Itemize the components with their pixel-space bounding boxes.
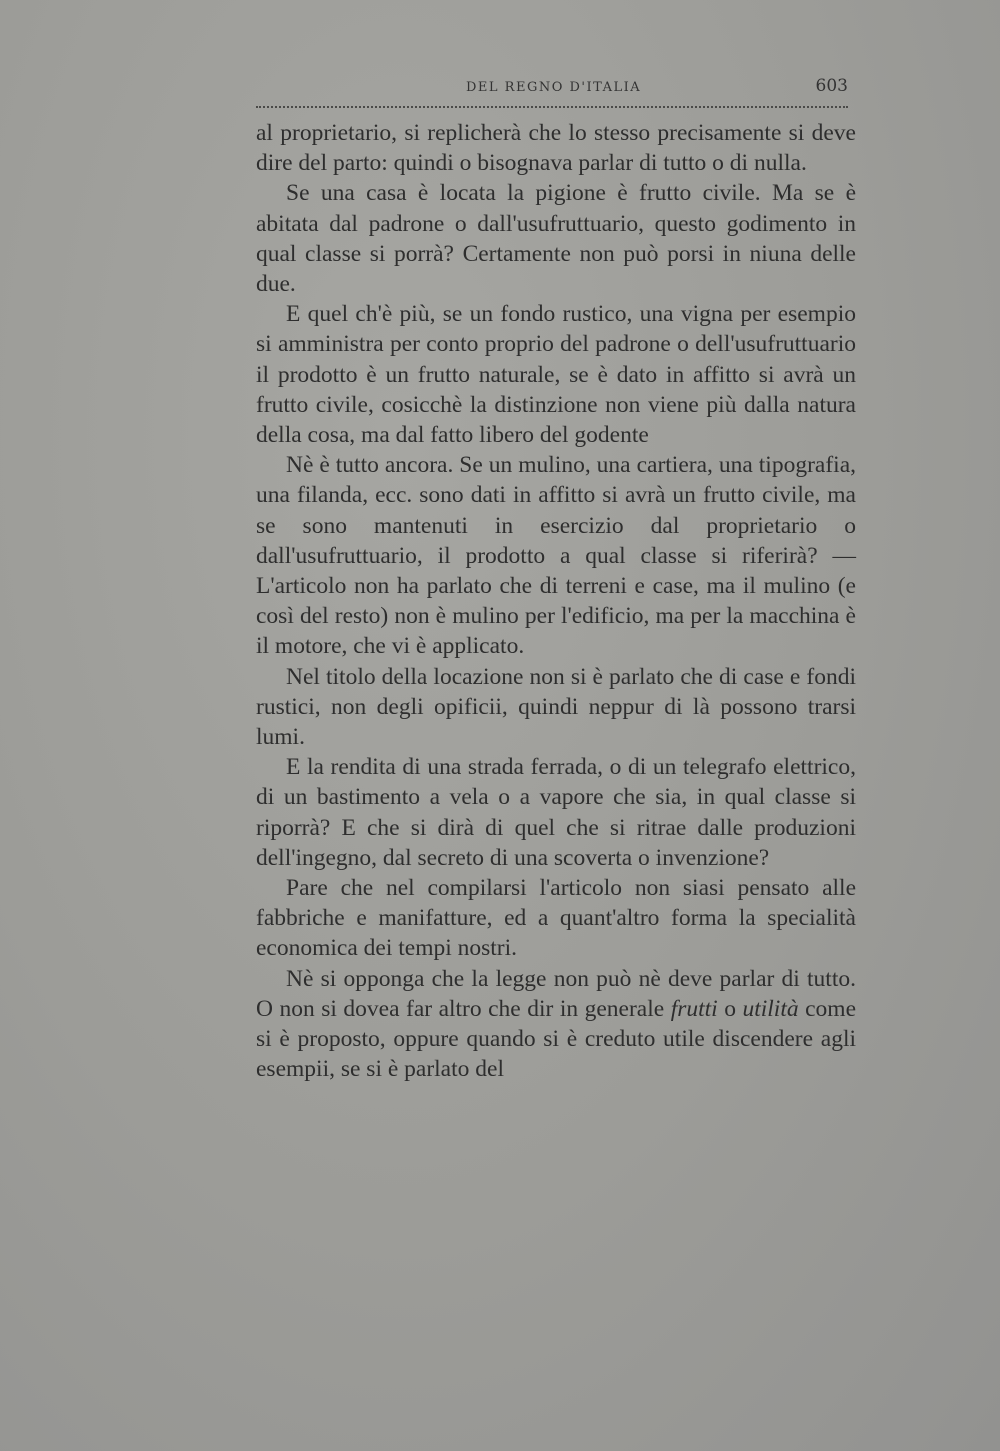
running-title: DEL REGNO D'ITALIA bbox=[466, 80, 642, 95]
paragraph-8-part-c: o bbox=[717, 995, 743, 1022]
italic-frutti: frutti bbox=[670, 995, 718, 1022]
body-text bbox=[256, 118, 856, 1085]
paragraph-4: Nè è tutto ancora. Se un mulino, una cartiera, una tipografia, una filanda, ecc. sono dati in affitto si avrà un frutto civile, ma se sono mantenuti in esercizio dal proprietario o dall'usufruttuario, il prodotto a qual classe si riferirà? — L'articolo non ha parlato che di terreni e case, ma il mulino (e così del resto) non è mulino per l'edificio, ma per la macchina è il motore, che vi è applicato. bbox=[256, 452, 856, 660]
paragraph-3: E quel ch'è più, se un fondo rustico, una vigna per esempio si amministra per conto proprio del padrone o dell'usufruttuario il prodotto è un frutto naturale, se è dato in affitto si avrà un frutto civile, cosicchè la distinzione non viene più dalla natura della cosa, ma dal fatto libero del godente bbox=[256, 301, 856, 449]
page-header bbox=[258, 76, 848, 102]
paragraph-5: Nel titolo della locazione non si è parlato che di case e fondi rustici, non degli opificii, quindi neppur di là possono trarsi lumi. bbox=[256, 663, 856, 751]
paragraph-8-part-a: Nè si opponga che la legge non può nè deve parlar di tutto. O non si dovea far altro che dir in generale bbox=[256, 965, 856, 1022]
page-number: 603 bbox=[815, 76, 848, 96]
paragraph-1: al proprietario, si replicherà che lo stesso precisamente si deve dire del parto: quindi o bisognava parlar di tutto o di nulla. bbox=[256, 120, 856, 177]
paragraph-8-part-e: come si è proposto, oppure quando si è creduto utile discendere agli esempii, se si è parlato del bbox=[256, 995, 856, 1083]
paragraph-7: Pare che nel compilarsi l'articolo non siasi pensato alle fabbriche e manifatture, ed a quant'altro forma la specialità economica dei tempi nostri. bbox=[256, 875, 856, 962]
header-dotted-rule bbox=[256, 106, 848, 108]
paragraph-8 bbox=[256, 964, 856, 1085]
italic-utilita: utilità bbox=[742, 995, 799, 1022]
paragraph-6: E la rendita di una strada ferrada, o di un telegrafo elettrico, di un bastimento a vela o a vapore che sia, in qual classe si riporrà? E che si dirà di quel che si ritrae dalle produzioni dell'ingegno, dal secreto di una scoverta o invenzione? bbox=[256, 754, 856, 871]
paragraph-2: Se una casa è locata la pigione è frutto civile. Ma se è abitata dal padrone o dall'usufruttuario, questo godimento in qual classe si porrà? Certamente non può porsi in niuna delle due. bbox=[256, 180, 856, 298]
